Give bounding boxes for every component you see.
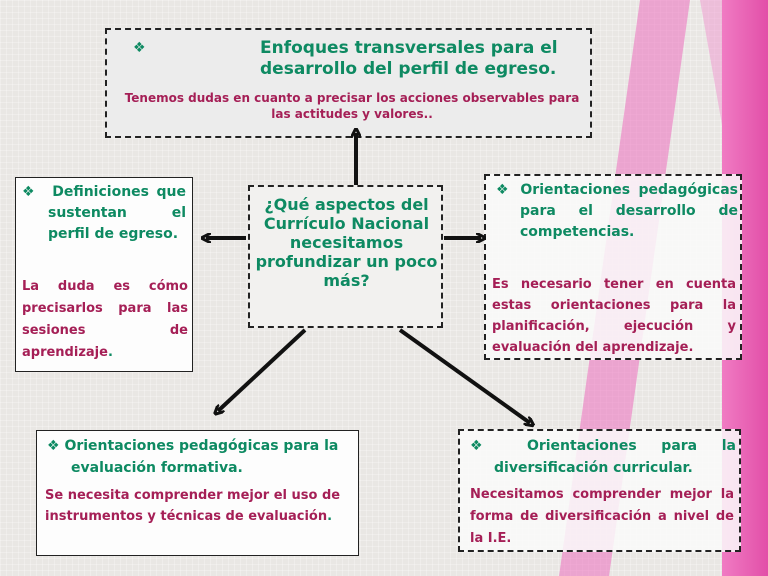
arrow-down-right — [400, 330, 530, 423]
top-title: Enfoques transversales para el desarrollo del perfil de egreso. — [260, 38, 558, 79]
left-text-body: La duda es cómo precisarlos para las sesiones de aprendizaje — [22, 279, 188, 360]
bottom-right-heading-text: Orientaciones para la diversificación curricular. — [494, 438, 736, 476]
right-heading-text: Orientaciones pedagógicas para el desarrollo de competencias. — [520, 182, 738, 240]
bottom-left-text-end: . — [327, 509, 333, 524]
top-note: Tenemos dudas en cuanto a precisar los acciones observables para las actitudes y valores.. — [124, 91, 580, 121]
bottom-right-text: Necesitamos comprender mejor la forma de diversificación a nivel de la I.E. — [470, 487, 734, 546]
right-text: Es necesario tener en cuenta estas orientaciones para la planificación, ejecución y evaluación del aprendizaje. — [492, 277, 736, 355]
left-text-end: . — [107, 345, 113, 360]
diamond-bullet-icon: ❖ — [470, 438, 503, 454]
central-question: ¿Qué aspectos del Currículo Nacional necesitamos profundizar un poco más? — [255, 195, 438, 290]
bottom-left-heading-text: Orientaciones pedagógicas para la evaluación formativa. — [64, 438, 339, 476]
diamond-bullet-icon: ❖ — [22, 184, 38, 200]
diamond-bullet-icon: ❖ — [133, 40, 146, 56]
diamond-bullet-icon: ❖ — [496, 182, 513, 198]
left-heading-text: Definiciones que sustentan el perfil de egreso. — [48, 184, 186, 242]
arrow-down-left — [218, 330, 305, 411]
bottom-left-text-body: Se necesita comprender mejor el uso de instrumentos y técnicas de evaluación — [45, 488, 341, 524]
diamond-bullet-icon: ❖ — [47, 438, 60, 454]
